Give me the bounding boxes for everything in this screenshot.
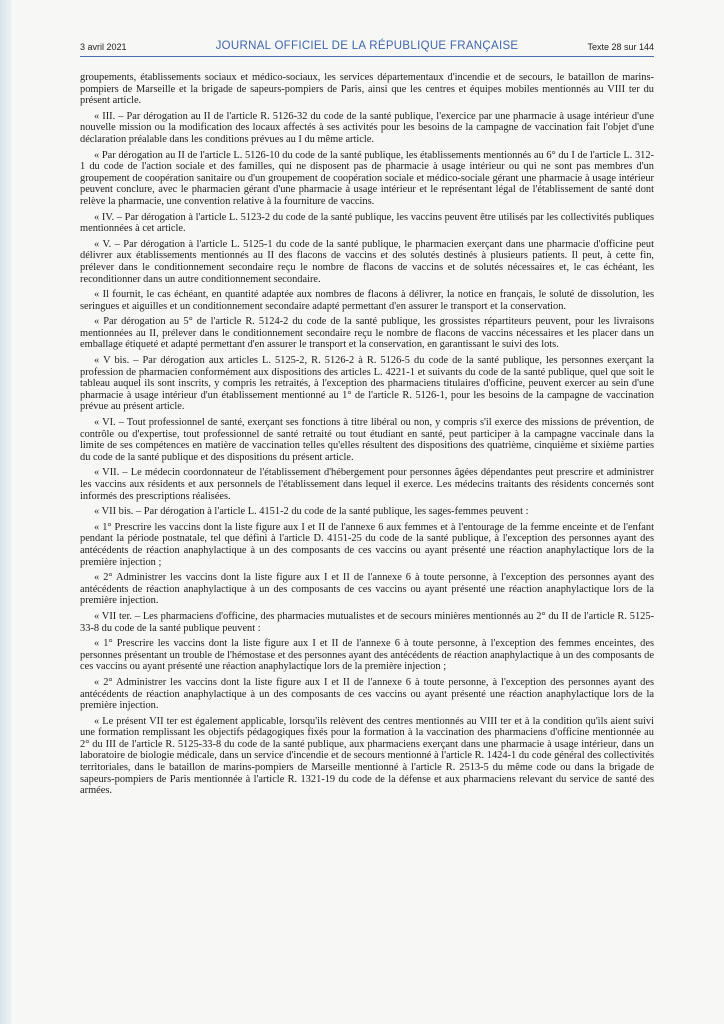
journal-title: JOURNAL OFFICIEL DE LA RÉPUBLIQUE FRANÇAISE [215,40,519,52]
paragraph-p10: « VII bis. – Par dérogation à l'article L. 4151-2 du code de la santé publique, les sages-femmes peuvent : [94,506,529,518]
paragraph-p8: « VI. – Tout professionnel de santé, exerçant ses fonctions à titre libéral ou non, y compris s'il exerce des missions de prévention, de contrôle ou d'expertise, tout professionnel de santé retraité ou tout étudiant en santé, peut participer à la campagne vaccinale dans la limite de ses compétences en matière de vaccination telles qu'elles résultent des dispositions des quatrième, cinquième et sixième parties du code de la santé publique et des dispositions du présent article. [80,417,654,463]
paragraph-p16: « Le présent VII ter est également applicable, lorsqu'ils relèvent des centres mentionnés au VIII ter et à la condition qu'ils aient suivi une formation remplissant les objectifs pédagogiques fixés pour la formation à la vaccination des pharmaciens d'officine mentionnée au 2° du III de l'article R. 5125-33-8 du code de la santé publique, aux pharmaciens exerçant dans une pharmacie à usage intérieur, dans un laboratoire de biologie médicale, dans un service d'incendie et de secours mentionné à l'article R. 1424-1 du code général des collectivités territoriales, dans le bataillon de marins-pompiers de Marseille mentionné à l'article R. 2513-5 du même code ou dans la brigade de sapeurs-pompiers de Paris mentionnée à l'article R. 1321-19 du code de la défense et aux pharmaciens relevant du service de santé des armées. [80,715,654,797]
paragraph-p11: « 1° Prescrire les vaccins dont la liste figure aux I et II de l'annexe 6 aux femmes et à l'entourage de la femme enceinte et de l'enfant pendant la période postnatale, tel que défini à l'article D. 4151-25 du code de la santé publique, à l'exception des personnes ayant des antécédents de réaction anaphylactique à un des composants de ces vaccins ou ayant présenté une réaction anaphylactique lors de la première injection ; [80,521,654,568]
paragraph-p7: « V bis. – Par dérogation aux articles L. 5125-2, R. 5126-2 à R. 5126-5 du code de la santé publique, les personnes exerçant la profession de pharmacien conformément aux dispositions des articles L. 4221-1 et suivants du code de la santé publique, quel que soit le tableau auquel ils sont inscrits, y compris les retraités, à l'exception des pharmaciens titulaires d'officine, peuvent exercer au sein d'une pharmacie à usage intérieur d'un établissement mentionné au 1° de l'article R. 5126-1, pour les besoins de la campagne de vaccination prévue au présent article. [80,355,654,413]
text-number: Texte 28 sur 144 [587,42,654,52]
page-edge [0,0,12,1024]
paragraph-p9: « VII. – Le médecin coordonnateur de l'établissement d'hébergement pour personnes âgées dépendantes peut prescrire et administrer les vaccins aux résidents et aux personnels de l'établissement dans lequel il exerce. Les médecins traitants des résidents concernés sont informés des prescriptions réalisées. [80,467,654,502]
paragraph-p15: « 2° Administrer les vaccins dont la liste figure aux I et II de l'annexe 6 à toute personne, à l'exception des personnes ayant des antécédents de réaction anaphylactique à un des composants de ces vaccins ou ayant présenté une réaction anaphylactique lors de la première injection. [80,676,654,712]
paragraph-p14: « 1° Prescrire les vaccins dont la liste figure aux I et II de l'annexe 6 à toute personne, à l'exception des femmes enceintes, des personnes présentant un trouble de l'hémostase et des personnes ayant des antécédents de réaction anaphylactique à un des composants de ces vaccins ou ayant présenté une réaction anaphylactique lors de la première injection ; [80,638,654,673]
paragraph-p4: « V. – Par dérogation à l'article L. 5125-1 du code de la santé publique, le pharmacien exerçant dans une pharmacie d'officine peut délivrer aux établissements mentionnés au II des flacons de vaccins et des solutés destinés à plusieurs patients. Il peut, à cette fin, prélever dans le conditionnement secondaire reçu le nombre de flacons de vaccins et de solutés nécessaires et, le cas échéant, les reconditionner dans un autre conditionnement secondaire. [80,238,654,285]
paragraph-p0: groupements, établissements sociaux et médico-sociaux, les services départementaux d'incendie et de secours, le bataillon de marins-pompiers de Marseille et la brigade de sapeurs-pompiers de Paris, ainsi que les centres et équipes mobiles mentionnés au VIII ter du présent article. [80,72,654,107]
paragraph-p6: « Par dérogation au 5° de l'article R. 5124-2 du code de la santé publique, les grossistes répartiteurs peuvent, pour les livraisons mentionnées au II, prélever dans le conditionnement secondaire reçu le nombre de flacons de vaccins nécessaires et les placer dans un emballage étiqueté et adapté permettant d'en assurer le transport et la conservation, en garantissant le suivi des lots. [80,316,654,351]
paragraph-p13: « VII ter. – Les pharmaciens d'officine, des pharmacies mutualistes et de secours minières mentionnés au 2° du II de l'article R. 5125-33-8 du code de la santé publique peuvent : [80,610,654,634]
paragraph-p1: « III. – Par dérogation au II de l'article R. 5126-32 du code de la santé publique, l'exercice par une pharmacie à usage intérieur d'une nouvelle mission ou la modification des locaux affectés à ses activités pour les besoins de la campagne de vaccination fait l'objet d'une déclaration préalable dans les conditions prévues au I du même article. [80,110,654,145]
article-body [80,72,654,801]
paragraph-p3: « IV. – Par dérogation à l'article L. 5123-2 du code de la santé publique, les vaccins peuvent être utilisés par les collectivités publiques mentionnées à cet article. [80,211,654,235]
paragraph-p12: « 2° Administrer les vaccins dont la liste figure aux I et II de l'annexe 6 à toute personne, à l'exception des personnes ayant des antécédents de réaction anaphylactique à un des composants de ces vaccins ou ayant présenté une réaction anaphylactique lors de la première injection. [80,572,654,607]
paragraph-p2: « Par dérogation au II de l'article L. 5126-10 du code de la santé publique, les établissements mentionnés au 6° du I de l'article L. 312-1 du code de l'action sociale et des familles, qui ne disposent pas de pharmacie à usage intérieur ou qui ne sont pas membres d'un groupement de coopération sanitaire ou d'un groupement de coopération sociale et médico-sociale gérant une pharmacie à usage intérieur peuvent conclure, avec le pharmacien gérant d'une pharmacie à usage intérieur et le représentant légal de l'établissement de santé dont relève la pharmacie, une convention relative à la fourniture de vaccins. [80,149,654,207]
paragraph-p5: « Il fournit, le cas échéant, en quantité adaptée aux nombres de flacons à délivrer, la notice en français, le soluté de dissolution, les seringues et aiguilles et un conditionnement secondaire adapté permettant d'en assurer le transport et la conservation. [80,289,654,312]
page-header [80,42,654,57]
publication-date: 3 avril 2021 [80,42,127,52]
